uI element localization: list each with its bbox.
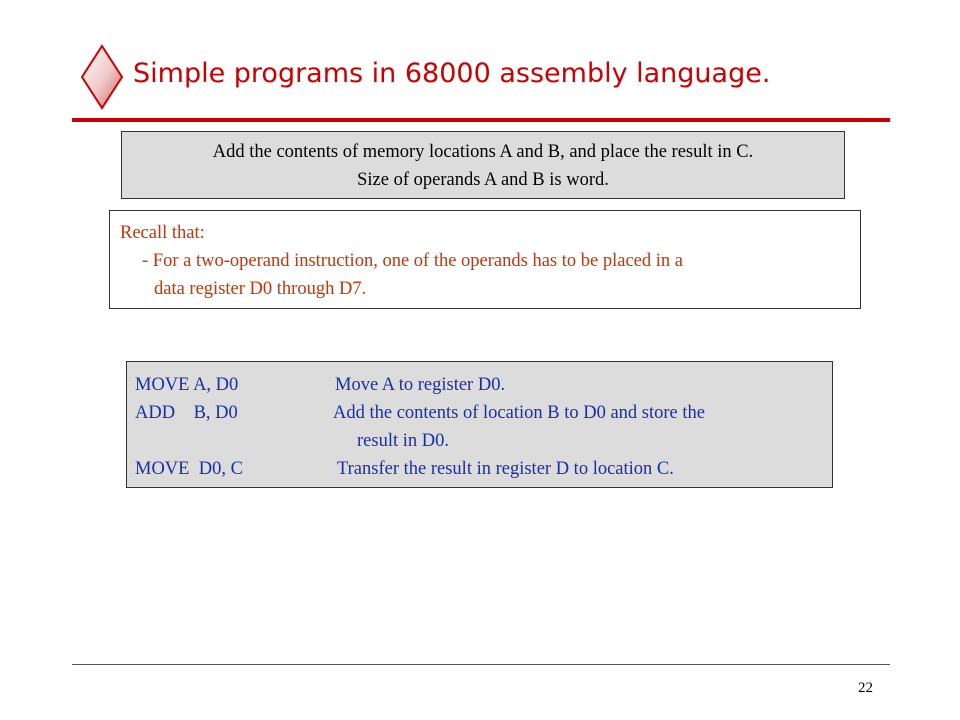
recall-bullet-continuation: data register D0 through D7. <box>154 279 367 299</box>
slide-title: Simple programs in 68000 assembly language. <box>133 58 771 89</box>
code-line <box>135 399 832 427</box>
code-line <box>135 455 832 483</box>
code-description: Transfer the result in register D to location C. <box>337 459 674 479</box>
diamond-icon <box>80 44 124 110</box>
code-instruction: MOVE D0, C <box>135 459 243 479</box>
code-instruction: MOVE A, D0 <box>135 375 239 395</box>
recall-bullet: - For a two-operand instruction, one of the operands has to be placed in a <box>142 251 683 271</box>
task-box <box>121 131 845 199</box>
footer-divider <box>72 664 890 665</box>
code-description: Add the contents of location B to D0 and store the <box>333 403 705 423</box>
code-box <box>126 361 833 488</box>
page-number: 22 <box>858 680 873 696</box>
code-line <box>135 427 832 455</box>
title-divider <box>72 118 890 122</box>
task-line-1: Add the contents of memory locations A and B, and place the result in C. <box>212 142 754 162</box>
code-description: result in D0. <box>357 431 449 451</box>
recall-box <box>109 210 861 309</box>
task-line-2: Size of operands A and B is word. <box>357 170 609 190</box>
code-description: Move A to register D0. <box>335 375 506 395</box>
code-line <box>135 371 832 399</box>
recall-heading: Recall that: <box>120 223 205 243</box>
code-instruction: ADD B, D0 <box>135 403 238 423</box>
